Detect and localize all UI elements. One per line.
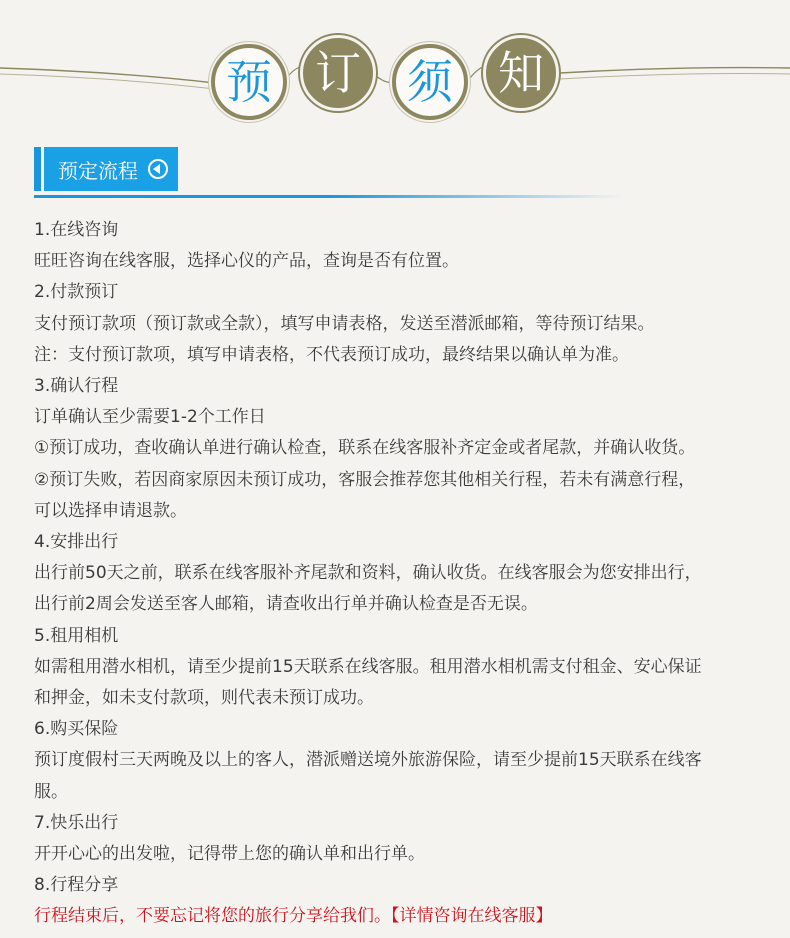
step-3-heading: 3.确认行程: [34, 376, 119, 397]
step-6-heading: 6.购买保险: [34, 719, 119, 740]
title-char-4: 知: [483, 35, 559, 111]
header-banner: [0, 0, 790, 130]
step-3-failure: ②预订失败，若因商家原因未预订成功，客服会推荐您其他相关行程，若未有满意行程，: [34, 469, 696, 490]
step-4-text-cont: 出行前2周会发送至客人邮箱，请查收出行单并确认检查是否无误。: [34, 594, 538, 615]
step-1-text: 旺旺咨询在线客服，选择心仪的产品，查询是否有位置。: [34, 251, 459, 272]
step-7-heading: 7.快乐出行: [34, 812, 119, 833]
step-6-text-cont: 服。: [34, 781, 68, 802]
step-4-heading: 4.安排出行: [34, 532, 119, 553]
section-underline: [34, 195, 624, 198]
step-2-text: 支付预订款项（预订款或全款），填写申请表格，发送至潜派邮箱，等待预订结果。: [34, 313, 655, 334]
step-6-text: 预订度假村三天两晚及以上的客人，潜派赠送境外旅游保险，请至少提前15天联系在线客: [34, 750, 702, 771]
title-char-2: 订: [300, 35, 376, 111]
section-heading: [34, 147, 178, 191]
step-8-text: 行程结束后，不要忘记将您的旅行分享给我们。【详情咨询在线客服】: [34, 906, 553, 927]
step-5-heading: 5.租用相机: [34, 625, 119, 646]
step-7-text: 开开心心的出发啦，记得带上您的确认单和出行单。: [34, 844, 425, 865]
step-2-note: 注：支付预订款项，填写申请表格，不代表预订成功，最终结果以确认单为准。: [34, 344, 629, 365]
step-4-text: 出行前50天之前，联系在线客服补齐尾款和资料，确认收货。在线客服会为您安排出行，: [34, 563, 702, 584]
badge-accent-bar: [34, 147, 41, 191]
step-1-heading: 1.在线咨询: [34, 220, 119, 240]
title-char-1: 预: [211, 44, 287, 120]
step-5-text: 如需租用潜水相机，请至少提前15天联系在线客服。租用潜水相机需支付租金、安心保证: [34, 656, 702, 677]
step-5-text-cont: 和押金，如未支付款项，则代表未预订成功。: [34, 688, 374, 709]
section-title: 预定流程: [58, 158, 138, 183]
circle-left-arrow-icon: [148, 159, 168, 179]
section-title-box: [44, 147, 178, 191]
step-3-success: ①预订成功，查收确认单进行确认检查，联系在线客服补齐定金或者尾款，并确认收货。: [34, 438, 696, 459]
step-2-heading: 2.付款预订: [34, 282, 119, 303]
step-8-heading: 8.行程分享: [34, 875, 119, 896]
step-3-text: 订单确认至少需要1-2个工作日: [34, 407, 266, 428]
step-3-failure-cont: 可以选择申请退款。: [34, 500, 187, 521]
title-char-3: 须: [392, 44, 468, 120]
process-content: [34, 215, 764, 933]
